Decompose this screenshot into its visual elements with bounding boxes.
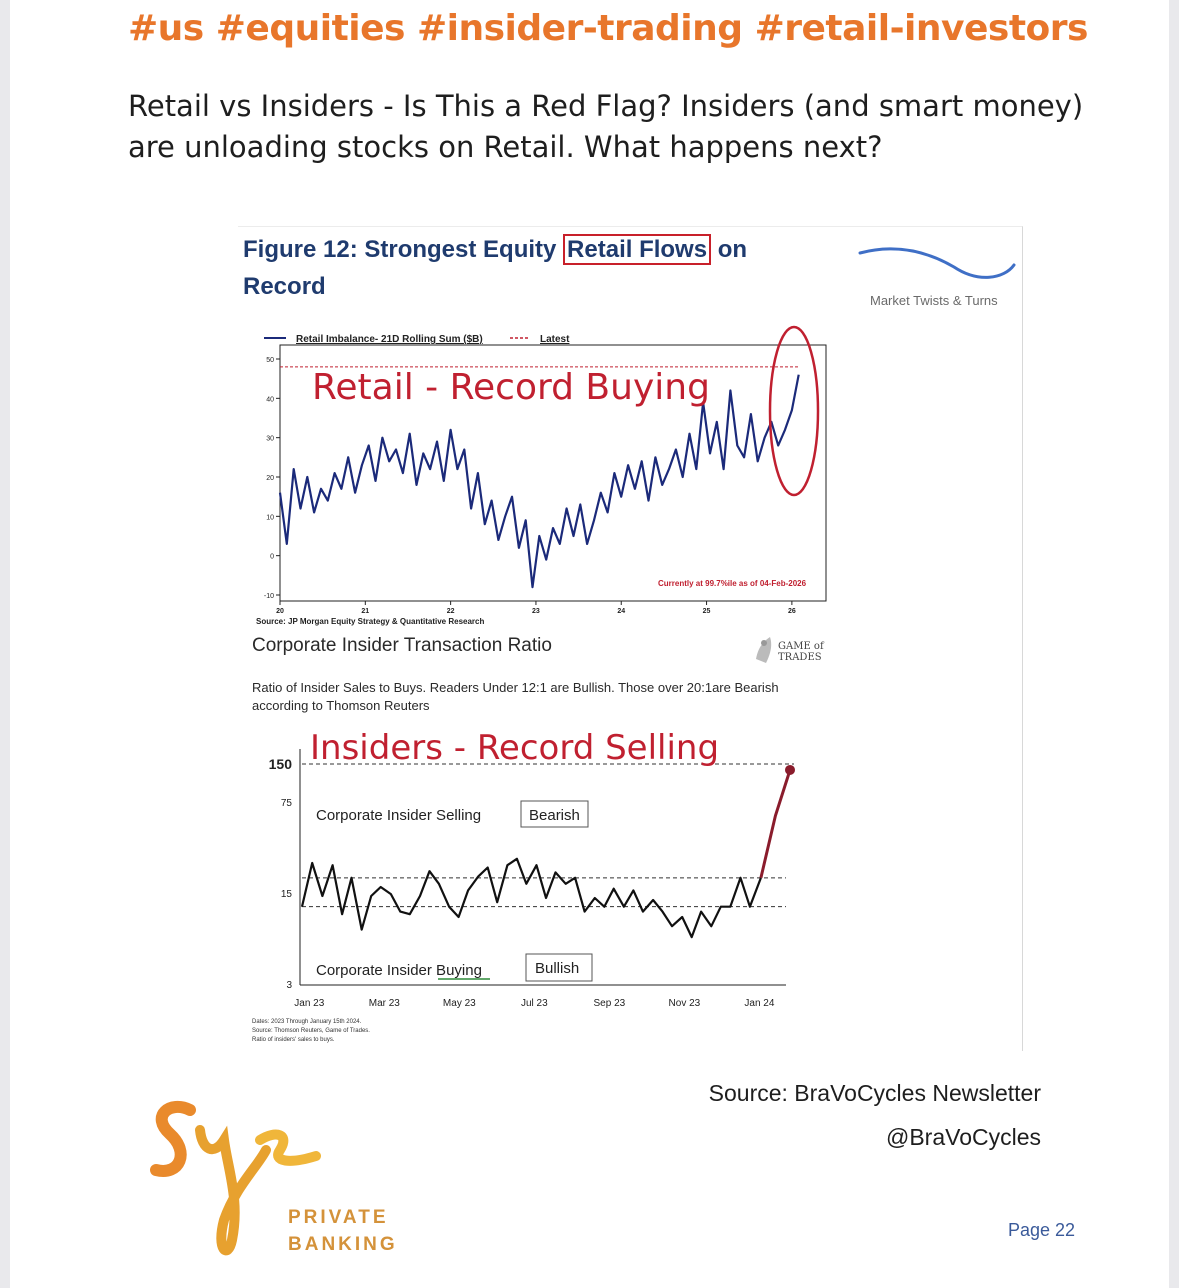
figure-title-post: on Record [243, 236, 748, 300]
retail-x-tick-label: 22 [446, 608, 455, 615]
insider-series-line [302, 859, 761, 937]
retail-y-tick-label: 10 [266, 514, 274, 522]
insider-y-tick-label: 3 [286, 980, 292, 991]
gt-brand-2: TRADES [778, 652, 822, 663]
figure-title-highlight: Retail Flows [563, 234, 711, 265]
insider-y-tick-label: 150 [268, 756, 292, 772]
left-edge [0, 0, 10, 1288]
private-banking-wordmark: PRIVATE BANKING [288, 1207, 398, 1255]
retail-x-tick-label: 23 [532, 608, 540, 615]
selling-label: Corporate Insider Selling [316, 807, 482, 824]
headline: Retail vs Insiders - Is This a Red Flag? Insiders (and smart money) are unloading stocks on Retail. What happens next? [128, 89, 1084, 164]
page-number: Page 22 [1007, 1220, 1075, 1240]
right-edge [1169, 0, 1179, 1288]
legend-latest: Latest [540, 334, 570, 345]
retail-note: Currently at 99.7%ile as of 04-Feb-2026 [658, 579, 807, 588]
hashtags: #us #equities #insider-trading #retail-investors [128, 8, 1088, 49]
bearish-label: Bearish [529, 807, 580, 824]
retail-x-tick-label: 26 [787, 608, 796, 615]
insider-annotation: Insiders - Record Selling [310, 728, 720, 768]
insider-chart-title: Corporate Insider Transaction Ratio [252, 635, 552, 656]
figure-title-pre: Figure 12: Strongest Equity [243, 236, 564, 263]
retail-y-tick-label: 0 [270, 553, 274, 561]
source-credit: Source: BraVoCycles Newsletter [708, 1080, 1041, 1106]
social-handle: @BraVoCycles [885, 1124, 1041, 1150]
gt-brand-1: GAME of [778, 641, 824, 652]
retail-annotation: Retail - Record Buying [312, 367, 710, 408]
insider-x-tick-label: Jul 23 [521, 998, 548, 1009]
retail-x-tick-label: 21 [361, 608, 370, 615]
insider-x-tick-label: Jan 23 [294, 998, 325, 1009]
insider-x-tick-label: Sep 23 [593, 998, 626, 1009]
brand-label: Market Twists & Turns [870, 293, 998, 308]
insider-y-tick-label: 75 [280, 798, 292, 810]
insider-y-tick-label: 15 [280, 889, 292, 901]
insider-x-tick-label: May 23 [442, 998, 476, 1009]
insider-note-2: Source: Thomson Reuters, Game of Trades. [252, 1028, 370, 1034]
retail-y-tick-label: 40 [266, 396, 274, 404]
retail-y-tick-label: 20 [266, 475, 274, 482]
insider-x-axis [294, 998, 775, 1009]
insider-x-tick-label: Mar 23 [368, 998, 400, 1009]
buying-label: Corporate Insider Buying [316, 962, 482, 979]
insider-x-tick-label: Jan 24 [744, 998, 775, 1009]
insider-note-1: Dates: 2023 Through January 15th 2024. [252, 1019, 362, 1025]
insider-y-axis [269, 756, 293, 991]
insider-spike-line [761, 770, 790, 878]
figure-panel [238, 226, 1023, 1051]
legend-series: Retail Imbalance- 21D Rolling Sum ($B) [296, 334, 483, 345]
latest-point-marker [785, 765, 795, 775]
retail-y-tick-label: 50 [266, 357, 274, 364]
retail-x-tick-label: 20 [276, 608, 284, 615]
retail-y-tick-label: -10 [263, 593, 274, 600]
bullish-label: Bullish [535, 960, 580, 977]
retail-x-tick-label: 24 [617, 608, 626, 615]
retail-x-tick-label: 25 [702, 608, 711, 615]
insider-chart [238, 227, 1022, 1051]
retail-y-tick-label: 30 [266, 435, 274, 443]
insider-x-tick-label: Nov 23 [668, 998, 701, 1009]
retail-source: Source: JP Morgan Equity Strategy & Quantitative Research [256, 617, 485, 626]
insider-note-3: Ratio of insiders' sales to buys. [252, 1037, 335, 1043]
insider-chart-subtitle: Ratio of Insider Sales to Buys. Readers Under 12:1 are Bullish. Those over 20:1are Bearish according to Thomson Reuters [252, 680, 779, 713]
